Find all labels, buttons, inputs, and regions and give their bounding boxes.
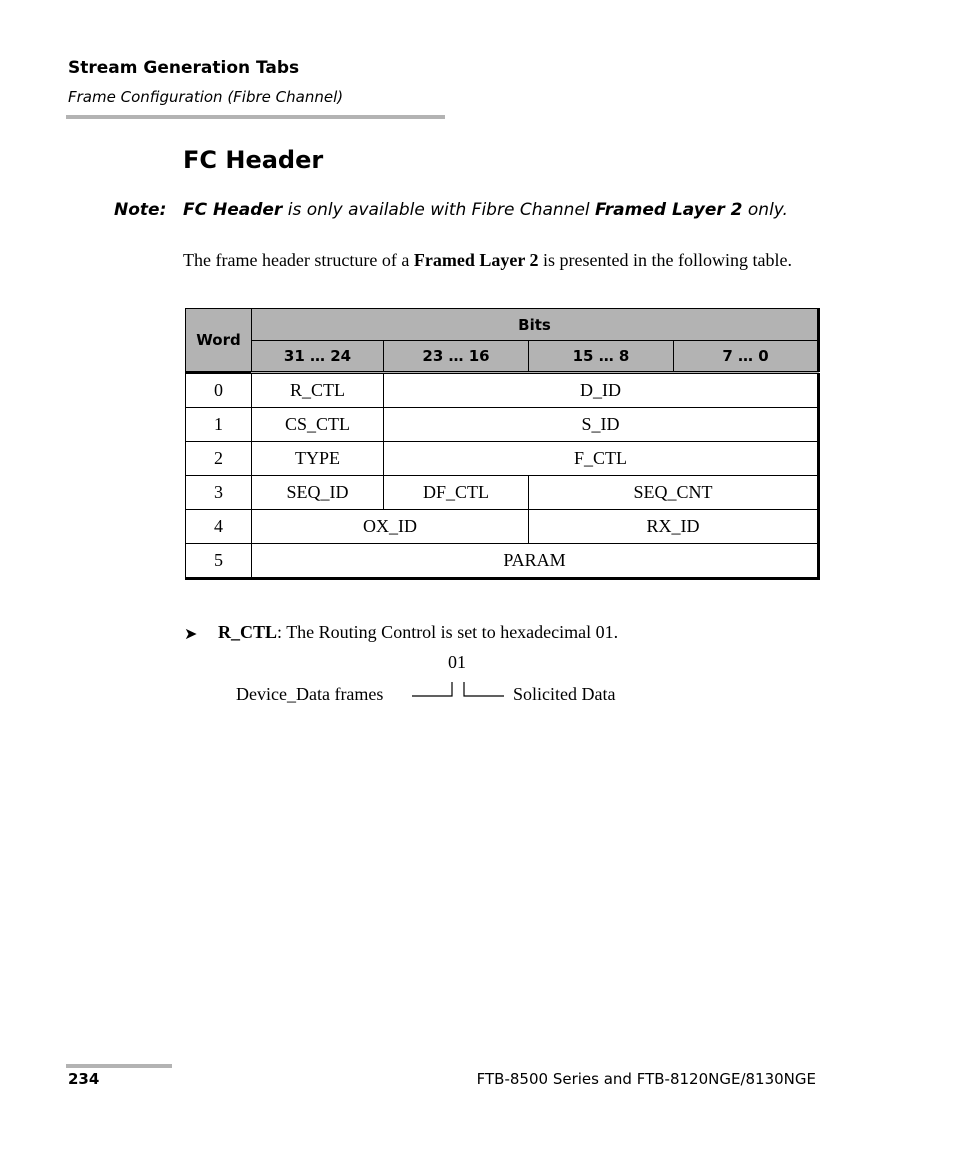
footer-rule	[66, 1064, 172, 1068]
bit-range-header: 23 … 16	[384, 341, 529, 373]
word-cell: 2	[186, 442, 252, 476]
bit-range-header: 31 … 24	[252, 341, 384, 373]
fc-header-table	[185, 308, 820, 580]
note-text-mid: is only available with Fibre Channel	[282, 200, 596, 220]
note-label: Note:	[114, 200, 167, 220]
word-header: Word	[186, 309, 252, 373]
bit-range-header: 15 … 8	[529, 341, 674, 373]
field-cell: SEQ_CNT	[529, 476, 819, 510]
table-row	[186, 373, 819, 408]
field-cell: CS_CTL	[252, 408, 384, 442]
table-row	[186, 408, 819, 442]
section-title: Stream Generation Tabs	[68, 58, 300, 78]
bits-header: Bits	[252, 309, 819, 341]
rctl-value: 01	[448, 652, 466, 672]
table-row	[186, 510, 819, 544]
note-term: FC Header	[183, 200, 283, 220]
table-row	[186, 476, 819, 510]
intro-pre: The frame header structure of a	[183, 250, 414, 270]
field-cell: R_CTL	[252, 373, 384, 408]
note-bold: Framed Layer 2	[595, 200, 743, 220]
bit-split-lines	[400, 672, 510, 702]
word-cell: 4	[186, 510, 252, 544]
page-number: 234	[68, 1070, 100, 1088]
word-cell: 1	[186, 408, 252, 442]
note-text-end: only.	[742, 200, 788, 220]
bullet-description: : The Routing Control is set to hexadecimal 01.	[277, 622, 619, 642]
intro-post: is presented in the following table.	[538, 250, 792, 270]
device-data-label: Device_Data frames	[236, 684, 384, 704]
page-title: FC Header	[183, 146, 324, 174]
subsection-title: Frame Configuration (Fibre Channel)	[68, 88, 344, 106]
intro-bold: Framed Layer 2	[413, 250, 539, 270]
field-cell: PARAM	[252, 544, 819, 579]
word-cell: 0	[186, 373, 252, 408]
header-rule	[66, 115, 445, 119]
note-text	[183, 200, 788, 220]
field-cell: S_ID	[384, 408, 819, 442]
field-cell: TYPE	[252, 442, 384, 476]
table-row	[186, 442, 819, 476]
bullet-text	[218, 622, 618, 643]
field-cell: D_ID	[384, 373, 819, 408]
field-cell: OX_ID	[252, 510, 529, 544]
bullet-term: R_CTL	[218, 622, 278, 642]
solicited-data-label: Solicited Data	[513, 684, 616, 704]
bullet-arrow-icon: ➤	[184, 626, 198, 643]
field-cell: F_CTL	[384, 442, 819, 476]
intro-paragraph	[183, 248, 803, 272]
word-cell: 3	[186, 476, 252, 510]
word-cell: 5	[186, 544, 252, 579]
field-cell: SEQ_ID	[252, 476, 384, 510]
field-cell: DF_CTL	[384, 476, 529, 510]
table-row	[186, 544, 819, 579]
product-name: FTB-8500 Series and FTB-8120NGE/8130NGE	[476, 1070, 816, 1088]
field-cell: RX_ID	[529, 510, 819, 544]
bit-range-header: 7 … 0	[674, 341, 819, 373]
